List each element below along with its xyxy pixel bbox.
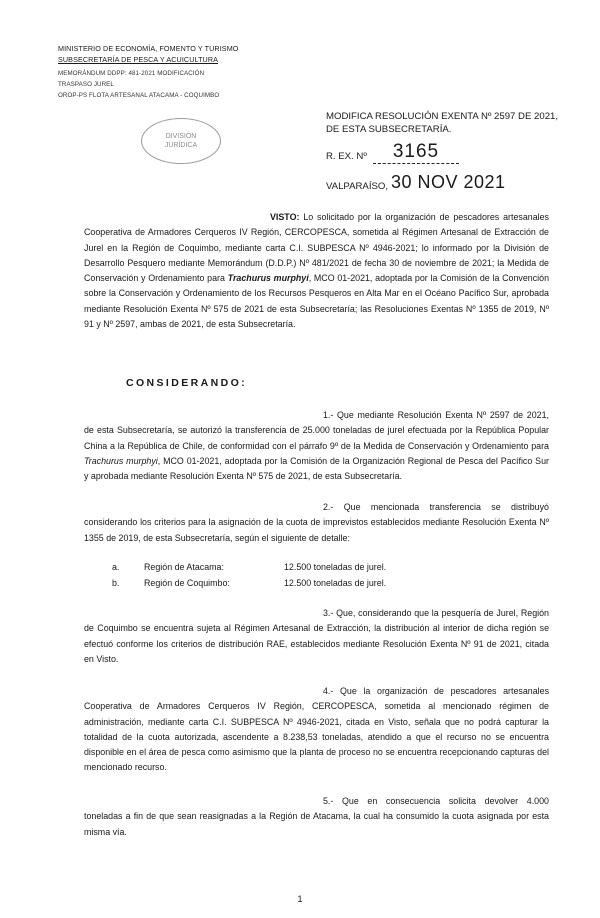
list-amount: 12.500 toneladas de jurel. [284, 578, 387, 588]
list-amount: 12.500 toneladas de jurel. [284, 562, 387, 572]
visto-paragraph [84, 210, 549, 332]
considerando-heading: CONSIDERANDO: [126, 377, 248, 389]
undersecretariat-header: SUBSECRETARÍA DE PESCA Y ACUICULTURA [58, 55, 219, 64]
page-number: 1 [297, 894, 303, 904]
reference-line: OROP-PS FLOTA ARTESANAL ATACAMA - COQUIMBO [58, 92, 220, 99]
resolution-number: 3165 [373, 141, 459, 164]
list-region: Región de Coquimbo: [144, 578, 230, 588]
reference-line: TRASPASO JUREL [58, 81, 114, 88]
ministry-header: MINISTERIO DE ECONOMÍA, FOMENTO Y TURISMO [58, 44, 239, 53]
list-region: Región de Atacama: [144, 562, 224, 572]
list-letter: b. [112, 578, 120, 588]
subject-line: DE ESTA SUBSECRETARÍA. [326, 124, 452, 135]
species-name: Trachurus murphyi [227, 273, 309, 284]
species-name: Trachurus murphyi [84, 455, 158, 466]
list-item [112, 562, 386, 572]
point-text: 3.- Que, considerando que la pesquería de Jurel, Región de Coquimbo se encuentra sujeta al Régimen Artesanal de Extracción, la distribución al interior de dicha región se efectuó conforme los criterios de distribución RAE, establecidos mediante Resolución Exenta Nº 91 de 2021, citada en Visto. [84, 608, 549, 664]
subject-line: MODIFICA RESOLUCIÓN EXENTA Nº 2597 DE 2021, [326, 111, 559, 122]
reference-line: MEMORÁNDUM DDPP: 481-2021 MODIFICACIÓN [58, 70, 205, 77]
point-text: 5.- Que en consecuencia solicita devolver 4.000 toneladas a fin de que sean reasignadas a la Región de Atacama, la cual ha consumido la cuota asignada por esta misma vía. [84, 796, 549, 837]
division-stamp [141, 118, 221, 164]
considerando-point-5 [84, 794, 549, 840]
considerando-point-3 [84, 606, 549, 667]
point-text: 1.- Que mediante Resolución Exenta Nº 2597 de 2021, de esta Subsecretaría, se autorizó la transferencia de 25.000 toneladas de jurel efectuada por la República Popular China a la República de Chile, de conformidad con el párrafo 9º de la Medida de Conservación y Ordenamiento para [84, 410, 549, 451]
point-text: 4.- Que la organización de pescadores artesanales Cooperativa de Armadores Cerqueros IV Región, CERCOPESCA, sometida al mencionado régimen de administración, mediante carta C.I. SUBPESCA Nº 4946-2021, citada en Visto, señala que no podrá capturar la totalidad de la cuota autorizada, ascendente a 8.238,53 toneladas, atendido a que el recurso no se encuentra disponible en el área de pesca como asimismo que la planta de proceso no se encuentra recepcionando capturas del mencionado recurso. [84, 686, 549, 773]
considerando-point-1 [84, 408, 549, 484]
point-text: 2.- Que mencionada transferencia se distribuyó considerando los criterios para la asignación de la cuota de imprevistos establecidos mediante Resolución Exenta Nº 1355 de 2019, de esta Subsecretaría, según el siguiente de detalle: [84, 502, 549, 543]
list-letter: a. [112, 562, 120, 572]
city-label: VALPARAÍSO, [326, 181, 389, 192]
point-text: , MCO 01-2021, adoptada por la Comisión de la Organización Regional de Pesca del Pacífico Sur y aprobada mediante Resolución Exenta Nº 575 de 2021, de esta Subsecretaría. [84, 455, 549, 482]
visto-label: VISTO: [270, 212, 300, 222]
resolution-label: R. EX. Nº [326, 151, 367, 162]
document-subject [326, 110, 576, 136]
visto-text: , MCO 01-2021, adoptada por la Comisión de la Convención sobre la Conservación y Ordenamiento de los Recursos Pesqueros en Alta Mar en el Océano Pacífico Sur, aprobada mediante Resolución Exenta Nº 575 de 2021 de esta Subsecretaría; las Resoluciones Exentas Nº 1355 de 2019, Nº 91 y Nº 2597, ambas de 2021, de esta Subsecretaría. [84, 273, 550, 330]
stamp-line: DIVISIÓN [165, 133, 197, 140]
considerando-point-4 [84, 684, 549, 776]
visto-text: Lo solicitado por la organización de pescadores artesanales Cooperativa de Armadores Cerqueros IV Región, CERCOPESCA, sometida al Régimen Artesanal de Extracción de Jurel en la Región de Coquimbo, mediante carta C.I. SUBPESCA Nº 4946-2021; lo informado por la División de Desarrollo Pesquero mediante Memorándum (D.D.P.) Nº 481/2021 de fecha 30 de noviembre de 2021; la Medida de Conservación y Ordenamiento para [84, 212, 549, 284]
list-item [112, 578, 386, 588]
considerando-point-2 [84, 500, 549, 546]
date-stamp: 30 NOV 2021 [391, 172, 506, 192]
stamp-line: JURÍDICA [164, 142, 198, 149]
